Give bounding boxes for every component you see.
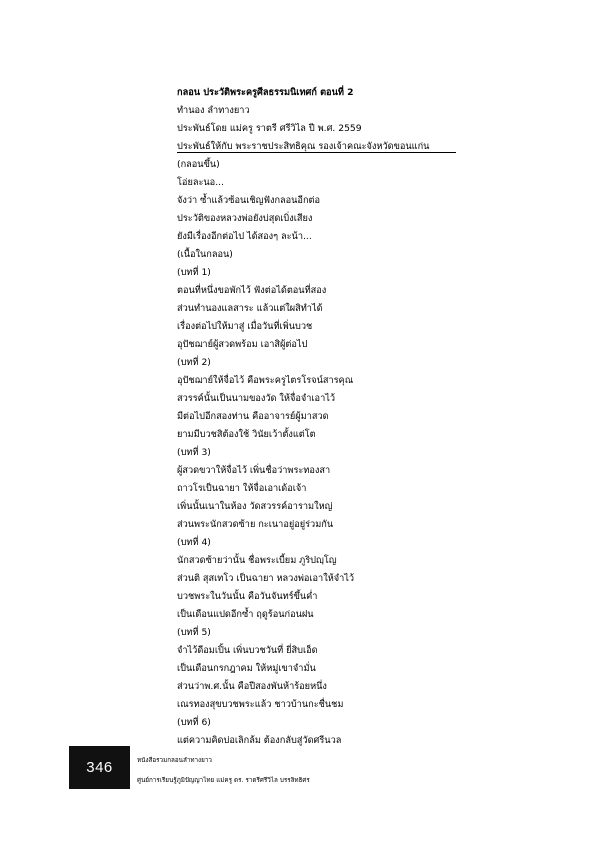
stanza-heading: (บทที่ 2) — [177, 357, 211, 368]
poem-line: ส่วนพระนักสวดซ้าย กะเนาอยู่อยู่ร่วมกัน — [177, 519, 334, 530]
author-line: ประพันธ์โดย แม่ครู ราตรี ศรีวิไล ปี พ.ศ. 2559 — [177, 123, 362, 134]
poem-line: เป็นเดือนแปดอีกซ้ำ ฤดูร้อนก่อนฝน — [177, 609, 314, 620]
poem-line: จำไว้ดีอมเปิ้น เพิ่นบวชวันที่ ยี่สิบเอ็ด — [177, 645, 318, 656]
poem-line: มีต่อไปอีกสองท่าน คืออาจารย์ผู้มาสวด — [177, 411, 329, 422]
page-number: 346 — [86, 759, 113, 776]
stanza-heading: (บทที่ 4) — [177, 537, 211, 548]
poem-line: ยามมีบวชสิต้องใช้ วินัยเว้าตั้งแต่โต — [177, 429, 316, 440]
footer-publisher: ศูนย์การเรียนรู้ภูมิปัญญาไทย แม่ครู ดร. ราตรีศรีวิไล บรรลิทธิศร — [137, 777, 310, 784]
poem-line: ผู้สวดขวาให้จื่อไว้ เพิ่นชื่อว่าพระทองสา — [177, 465, 331, 476]
poem-line: ตอนที่หนึ่งขอพักไว้ ฟังต่อได้ตอนที่สอง — [177, 285, 327, 296]
footer — [137, 751, 397, 791]
poem-line: ประวัติของหลวงพ่อยังบ่สุดเบิ่งเสียง — [177, 213, 313, 224]
stanza-heading: (บทที่ 1) — [177, 267, 211, 278]
melody-line: ทำนอง ลำทางยาว — [177, 105, 250, 116]
poem-title: กลอน ประวัติพระครูศีลธรรมนิเทศก์ ตอนที่ 2 — [177, 87, 354, 98]
poem-line: อุปัชฌาย์ให้จื่อไว้ คือพระครูไตรโรจน์สารคุณ — [177, 375, 354, 386]
poem-line: ถาวโรเป็นฉายา ให้จื่อเอาเด้อเจ้า — [177, 483, 307, 494]
poem-line: บวชพระในวันนั้น คือวันจันทร์ขึ้นค่ำ — [177, 591, 318, 602]
poem-content — [177, 84, 477, 750]
poem-line: อุปัชฌาย์ผู้สวดพร้อม เอาสิผู้ต่อไป — [177, 339, 308, 350]
poem-line: ส่วนติ สุสเทโว เป็นฉายา หลวงพ่อเอาให้จำไว้ — [177, 573, 355, 584]
poem-line: เป็นเดือนกรกฎาคม ให้หมู่เขาจำมั่น — [177, 663, 316, 674]
stanza-heading: (บทที่ 5) — [177, 627, 211, 638]
poem-line: ยังมีเรื่องอีกต่อไป ได้สองๆ ละน้า... — [177, 231, 312, 242]
poem-line: สวรรค์นั้นเป็นนามของวัด ให้จื่อจำเอาไว้ — [177, 393, 336, 404]
page-number-box — [69, 746, 130, 789]
poem-line: ส่วนทำนองแลสาระ แล้วแต่ใผสิทำได้ — [177, 303, 323, 314]
poem-line: แต่ความคิดบ่อเลิกล้ม ต้องกลับสู่วัดศรีนวล — [177, 735, 342, 746]
section-heading: (เนื้อในกลอน) — [177, 249, 233, 260]
poem-line: นักสวดซ้ายว่านั้น ชื่อพระเบี้ยม ภูริปญฺโญ — [177, 555, 337, 566]
poem-line: โอ่ยละนอ... — [177, 177, 224, 188]
footer-book-title: หนังสือรวมกลอนลำทางยาว — [137, 757, 212, 764]
poem-line: เณรทองสุขบวชพระแล้ว ชาวบ้านกะชื่นชม — [177, 699, 344, 710]
header-underline — [177, 152, 456, 153]
poem-line: เพิ่นนั้นเนาในห้อง วัดสวรรค์อารามใหญ่ — [177, 501, 333, 512]
stanza-heading: (บทที่ 3) — [177, 447, 211, 458]
poem-line: เรื่องต่อไปให้มาสู่ เมื่อวันที่เพิ่นบวช — [177, 321, 313, 332]
poem-line: จังว่า ซ้ำแล้วซ้อนเชิญฟังกลอนอีกต่อ — [177, 195, 320, 206]
poem-line: ส่วนว่าพ.ศ.นั้น คือปีสองพันห้าร้อยหนึ่ง — [177, 681, 327, 692]
dedication-line: ประพันธ์ให้กับ พระราชประสิทธิคุณ รองเจ้าคณะจังหวัดขอนแก่น — [177, 141, 430, 152]
poem-line: (กลอนขึ้น) — [177, 159, 220, 170]
stanza-heading: (บทที่ 6) — [177, 717, 211, 728]
